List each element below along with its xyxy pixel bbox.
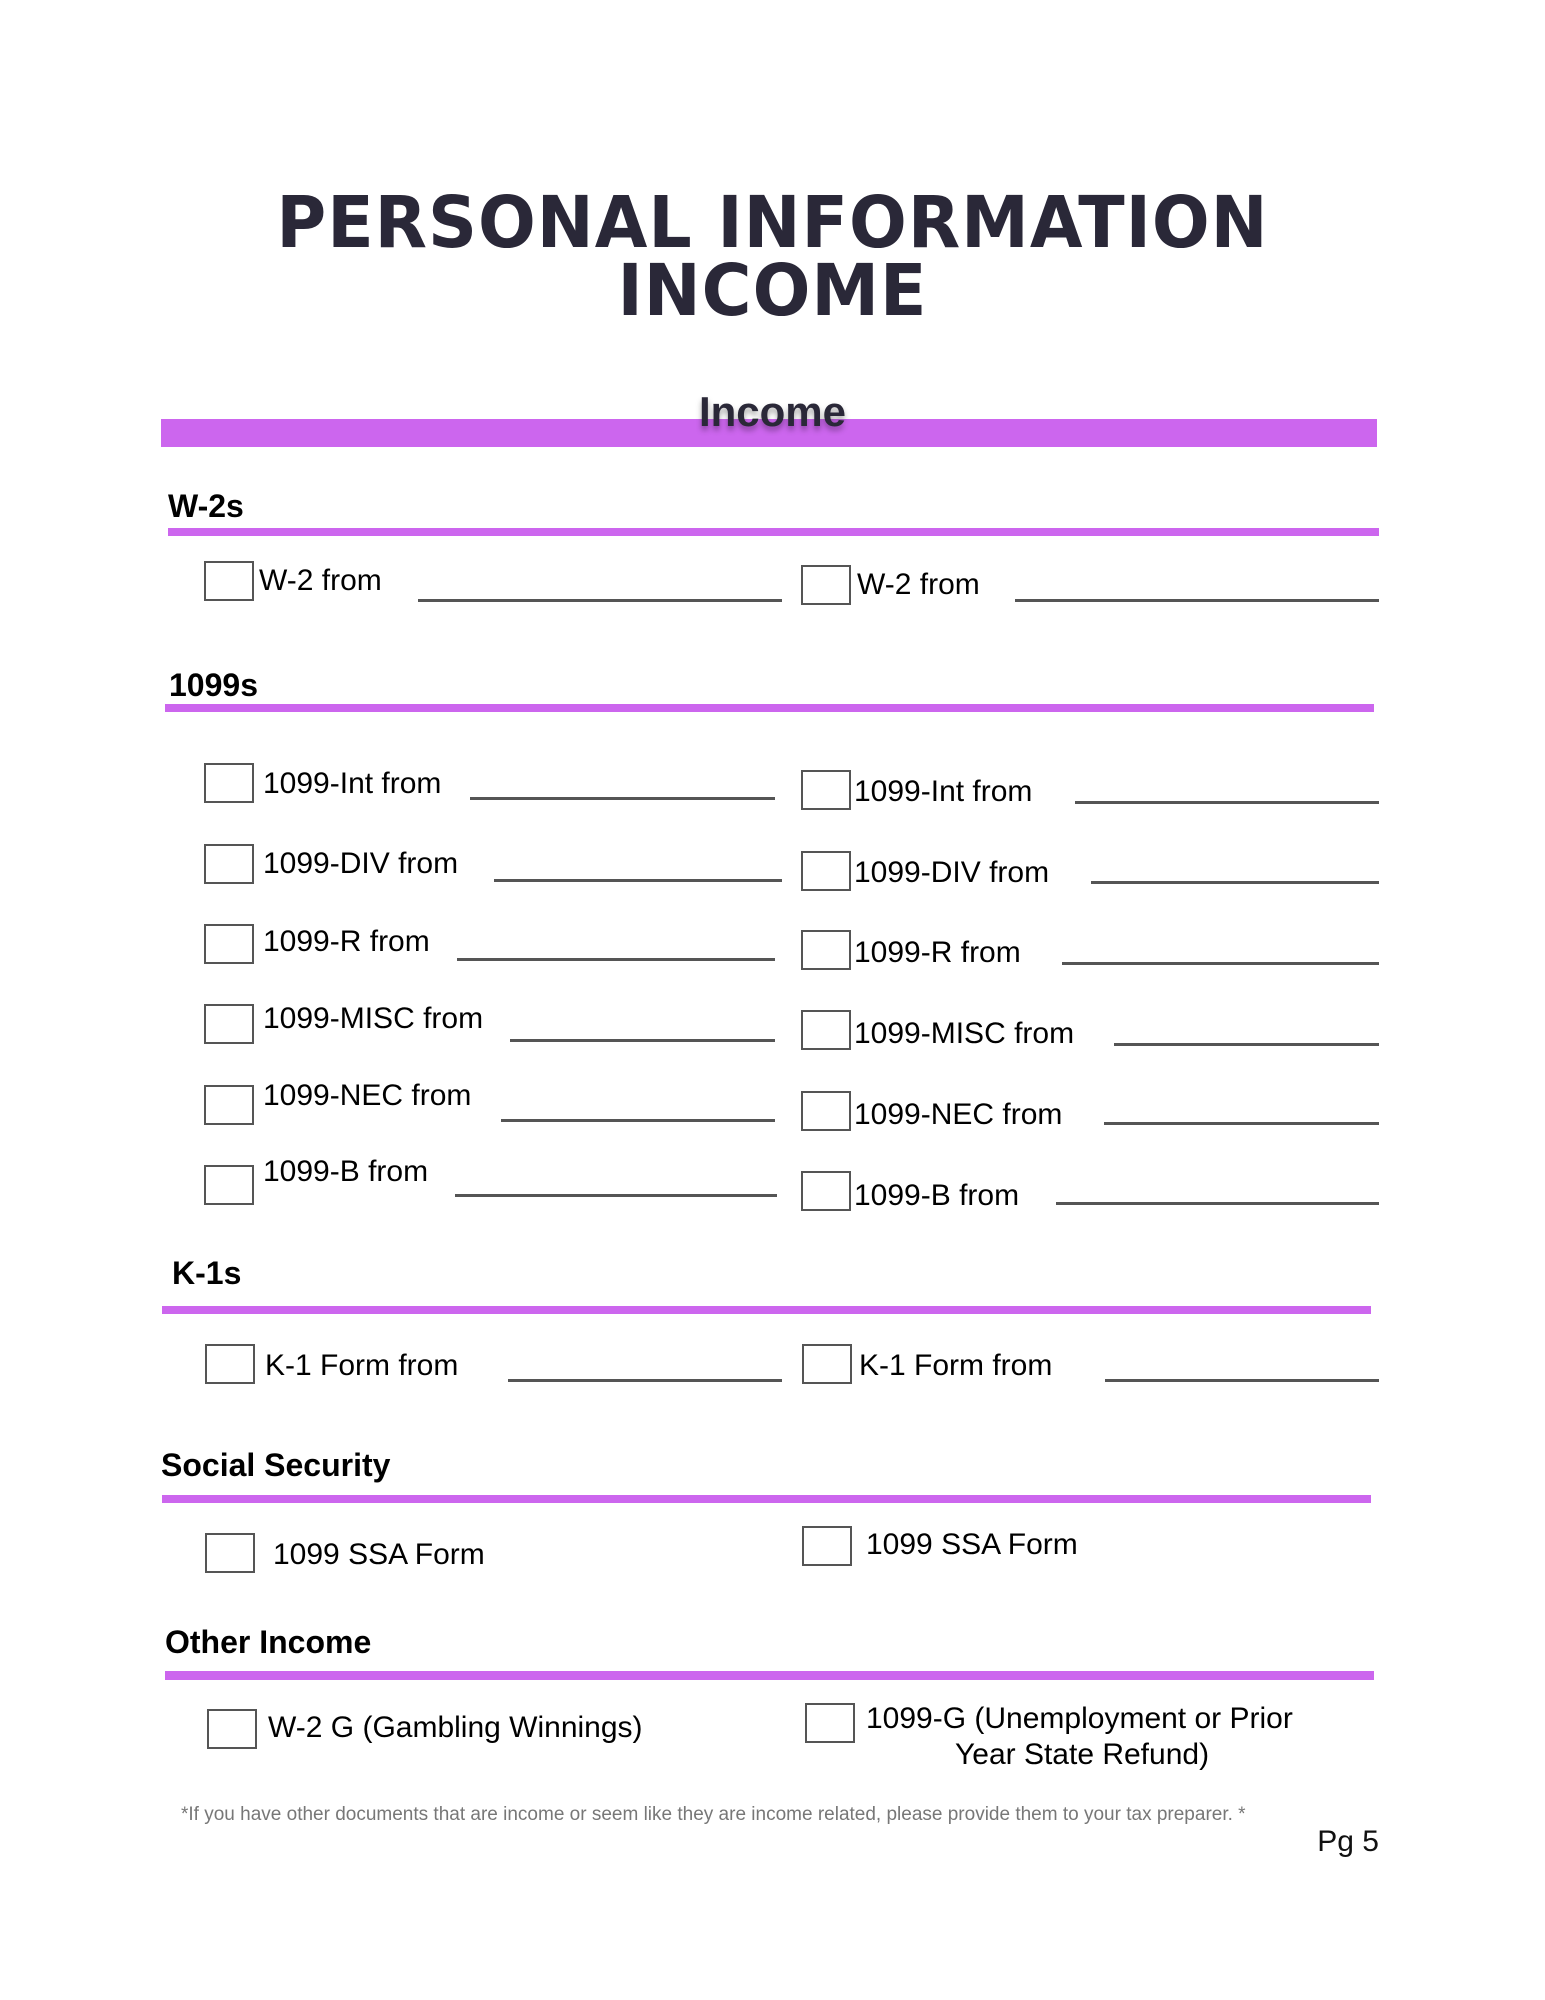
section-heading-1099: 1099s [169, 667, 258, 703]
input-line-1099-div-2[interactable] [1091, 881, 1379, 884]
label-1099-int-2: 1099-Int from [854, 775, 1033, 808]
checkbox-1099-nec-1[interactable] [204, 1085, 254, 1125]
checkbox-1099-r-1[interactable] [204, 924, 254, 964]
section-divider-w2 [168, 528, 1379, 536]
section-divider-social-security [162, 1495, 1371, 1503]
checkbox-1099-r-2[interactable] [801, 930, 851, 970]
checkbox-1099-misc-2[interactable] [801, 1010, 851, 1050]
label-k1-1: K-1 Form from [265, 1349, 459, 1382]
checkbox-1099-nec-2[interactable] [801, 1091, 851, 1131]
checkbox-1099-int-1[interactable] [204, 763, 254, 803]
section-heading-k1: K-1s [172, 1255, 242, 1291]
label-ssa-2: 1099 SSA Form [866, 1528, 1078, 1561]
label-w2-2: W-2 from [857, 568, 980, 601]
label-1099-misc-2: 1099-MISC from [854, 1017, 1075, 1050]
checkbox-1099g[interactable] [805, 1703, 855, 1743]
section-divider-k1 [162, 1306, 1371, 1314]
page-number: Pg 5 [1317, 1825, 1379, 1858]
checkbox-k1-1[interactable] [205, 1344, 255, 1384]
label-w2-1: W-2 from [259, 564, 382, 597]
checkbox-1099-int-2[interactable] [801, 770, 851, 810]
checkbox-w2-2[interactable] [801, 565, 851, 605]
label-1099-div-1: 1099-DIV from [263, 847, 459, 880]
label-1099-int-1: 1099-Int from [263, 767, 442, 800]
section-heading-other-income: Other Income [165, 1624, 372, 1660]
footnote: *If you have other documents that are income or seem like they are income related, please provide them to your tax preparer. * [181, 1804, 1246, 1825]
section-divider-other-income [165, 1671, 1374, 1680]
page-title-line-1: PERSONAL INFORMATION [276, 182, 1269, 265]
label-1099-b-2: 1099-B from [854, 1179, 1020, 1212]
input-line-1099-r-2[interactable] [1062, 962, 1379, 965]
section-heading-social-security: Social Security [161, 1447, 391, 1483]
input-line-1099-nec-2[interactable] [1104, 1122, 1379, 1125]
input-line-w2-2[interactable] [1015, 599, 1379, 602]
label-1099g-line-1: 1099-G (Unemployment or Prior [866, 1702, 1293, 1735]
checkbox-1099-div-1[interactable] [204, 844, 254, 884]
label-1099-misc-1: 1099-MISC from [263, 1002, 484, 1035]
checkbox-1099-misc-1[interactable] [204, 1004, 254, 1044]
checkbox-ssa-1[interactable] [205, 1533, 255, 1573]
label-ssa-1: 1099 SSA Form [273, 1538, 485, 1571]
checkbox-1099-div-2[interactable] [801, 851, 851, 891]
label-w2g: W-2 G (Gambling Winnings) [268, 1711, 643, 1744]
input-line-1099-int-1[interactable] [470, 797, 775, 800]
label-1099-r-1: 1099-R from [263, 925, 430, 958]
checkbox-1099-b-2[interactable] [801, 1171, 851, 1211]
input-line-k1-1[interactable] [508, 1379, 782, 1382]
page-title-line-2: INCOME [617, 249, 928, 333]
input-line-1099-r-1[interactable] [457, 958, 775, 961]
input-line-1099-div-1[interactable] [494, 879, 782, 882]
checkbox-w2g[interactable] [207, 1709, 257, 1749]
label-1099-r-2: 1099-R from [854, 936, 1021, 969]
label-1099-div-2: 1099-DIV from [854, 856, 1050, 889]
input-line-k1-2[interactable] [1105, 1379, 1379, 1382]
checkbox-ssa-2[interactable] [802, 1526, 852, 1566]
input-line-w2-1[interactable] [418, 599, 782, 602]
label-1099-nec-1: 1099-NEC from [263, 1079, 472, 1112]
checkbox-w2-1[interactable] [204, 561, 254, 601]
section-heading-w2: W-2s [168, 488, 244, 524]
label-k1-2: K-1 Form from [859, 1349, 1053, 1382]
checkbox-k1-2[interactable] [802, 1344, 852, 1384]
label-1099g-line-2: Year State Refund) [955, 1738, 1210, 1771]
label-1099-b-1: 1099-B from [263, 1155, 429, 1188]
label-1099-nec-2: 1099-NEC from [854, 1098, 1063, 1131]
input-line-1099-misc-1[interactable] [510, 1039, 775, 1042]
input-line-1099-nec-1[interactable] [501, 1119, 775, 1122]
section-divider-1099 [165, 704, 1374, 712]
income-banner-label: Income [698, 388, 847, 435]
input-line-1099-b-2[interactable] [1056, 1202, 1379, 1205]
input-line-1099-misc-2[interactable] [1114, 1043, 1379, 1046]
input-line-1099-b-1[interactable] [455, 1194, 777, 1197]
input-line-1099-int-2[interactable] [1075, 801, 1379, 804]
checkbox-1099-b-1[interactable] [204, 1165, 254, 1205]
